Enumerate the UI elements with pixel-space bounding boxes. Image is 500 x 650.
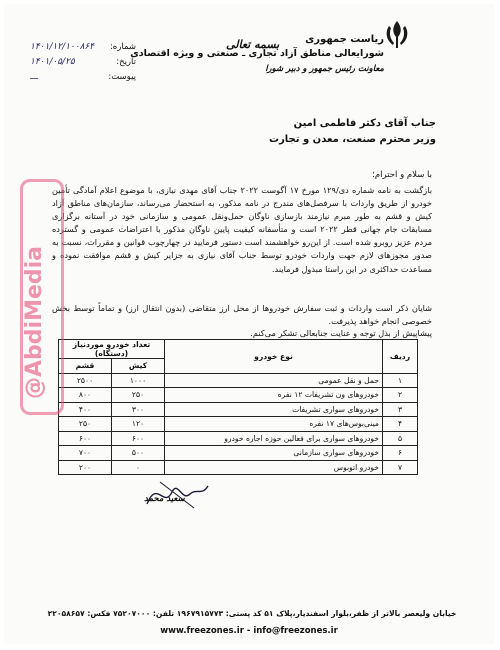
number-value: ۱۴۰۱/۱۲/۱۰۰۸۶۴ (30, 42, 95, 52)
besmeh-title: بسمه تعالی (226, 38, 280, 51)
vehicle-table (58, 339, 418, 475)
date-value: ۱۴۰۱/۰۵/۲۵ (30, 57, 75, 67)
row-qeshm: ۷۰۰ (59, 446, 112, 461)
row-kish: ۰ (112, 460, 165, 475)
row-type: خودروهای سواری سازمانی (165, 446, 383, 461)
row-type: مینی‌بوس‌های ۱۷ نفره (165, 417, 383, 432)
row-qeshm: ۶۰۰ (59, 431, 112, 446)
row-type: حمل و نقل عمومی (165, 373, 383, 388)
row-qeshm: ۲۵۰ (59, 417, 112, 432)
row-number: ۳ (383, 402, 418, 417)
row-number: ۴ (383, 417, 418, 432)
row-type: خودروهای ون تشریفات ۱۲ نفره (165, 388, 383, 403)
recipient-name: جناب آقای دکتر فاطمی امین (293, 118, 436, 129)
table-row (59, 388, 418, 403)
paragraph-main: بازگشت به نامه شماره دی/۱۲۹ مورخ ۱۷ آگوست ۲۰۲۲ جناب آقای مهدی نیازی، با موضوع اعلام آمادگی تأمین خودرو از طریق واردات با سرفصل‌های مندرج در نامه مذکور، به استحضار می‌رساند، سازمان‌های مناطق آزاد کیش و قشم به طور مبرم نیازمند بازسازی ناوگان حمل‌ونقل عمومی و سازمانی خود در آستانه برگزاری مسابقات جام جهانی قطر ۲۰۲۲ است و متأسفانه کیفیت پایین ناوگان مذکور با اعتراضات عمومی و گسترده مردم عزیز روبرو شده است. از این‌رو خواهشمند است دستور فرمایید در چهارچوب قوانین و مقررات، نسبت به صدور مجوزهای لازم جهت واردات خودرو توسط جناب آقای نیازی به جزایر کیش و قشم موافقت نموده و مساعدت حداکثری در این راستا مبذول فرمایند. (52, 185, 432, 274)
row-type: خودرو اتوبوس (165, 460, 383, 475)
row-number: ۶ (383, 446, 418, 461)
watermark-text: @AbdiMedia (22, 245, 47, 399)
table-row (59, 431, 418, 446)
table-row (59, 402, 418, 417)
col-type: نوع خودرو (165, 340, 383, 374)
table-header-row (59, 340, 418, 359)
footer-address: خیابان ولیعصر بالاتر از ظفر،بلوار اسفندیار،پلاک ۵۱ کد پستی: ۱۹۶۷۹۱۵۷۷۳ تلفن: ۷۵۲۰۷۰۰۰ فکس: ۲۲۰۵۸۶۵۷ (47, 609, 457, 618)
row-number: ۲ (383, 388, 418, 403)
row-qeshm: ۲۰۰ (59, 460, 112, 475)
attachment-label: پیوست: (108, 72, 136, 82)
table-row (59, 460, 418, 475)
row-qeshm: ۸۰۰ (59, 388, 112, 403)
row-number: ۱ (383, 373, 418, 388)
row-kish: ۱۲۰ (112, 417, 165, 432)
attachment-value: ـــ (30, 72, 38, 82)
recipient-title: وزیر محترم صنعت، معدن و تجارت (268, 134, 436, 145)
paragraph-thanks: پیشاپیش از بذل توجه و عنایت جنابعالی تشکر می‌کنم. (250, 328, 432, 338)
row-type: خودروهای سواری تشریفات (165, 402, 383, 417)
salutation: با سلام و احترام؛ (372, 170, 432, 180)
paragraph-note: شایان ذکر است واردات و ثبت سفارش خودروها از محل ارز متقاضی (بدون انتقال ارز) و تماماً توسط بخش خصوصی انجام خواهد پذیرفت. (52, 303, 432, 327)
letter-page (4, 4, 494, 644)
col-row: ردیف (383, 340, 418, 374)
row-qeshm: ۴۰۰ (59, 402, 112, 417)
table-row (59, 446, 418, 461)
signer-name: سعید محمد (144, 494, 185, 504)
col-count-group: تعداد خودرو موردنیاز (دستگاه) (59, 340, 165, 359)
letterhead-deputy: معاونت رئیس جمهور و دبیر شورا (265, 64, 384, 74)
footer-website: www.freezones.ir - info@freezones.ir (160, 626, 338, 636)
row-kish: ۳۰۰ (112, 402, 165, 417)
number-label: شماره: (109, 42, 136, 52)
row-number: ۷ (383, 460, 418, 475)
row-qeshm: ۲۵۰۰ (59, 373, 112, 388)
col-kish: کیش (112, 359, 165, 374)
row-kish: ۶۰۰ (112, 431, 165, 446)
row-kish: ۲۵۰ (112, 388, 165, 403)
iran-emblem-icon (380, 18, 414, 52)
date-label: تاریخ: (116, 57, 136, 67)
row-number: ۵ (383, 431, 418, 446)
row-kish: ۱۰۰۰ (112, 373, 165, 388)
table-row (59, 417, 418, 432)
col-qeshm: قشم (59, 359, 112, 374)
table-row (59, 373, 418, 388)
letterhead-presidency: ریاست جمهوری (305, 34, 384, 45)
row-kish: ۵۰۰ (112, 446, 165, 461)
letterhead-council: شورایعالی مناطق آزاد تجاری ـ صنعتی و ویژه اقتصادی (130, 48, 384, 59)
row-type: خودروهای سواری برای فعالین حوزه اجاره خودرو (165, 431, 383, 446)
